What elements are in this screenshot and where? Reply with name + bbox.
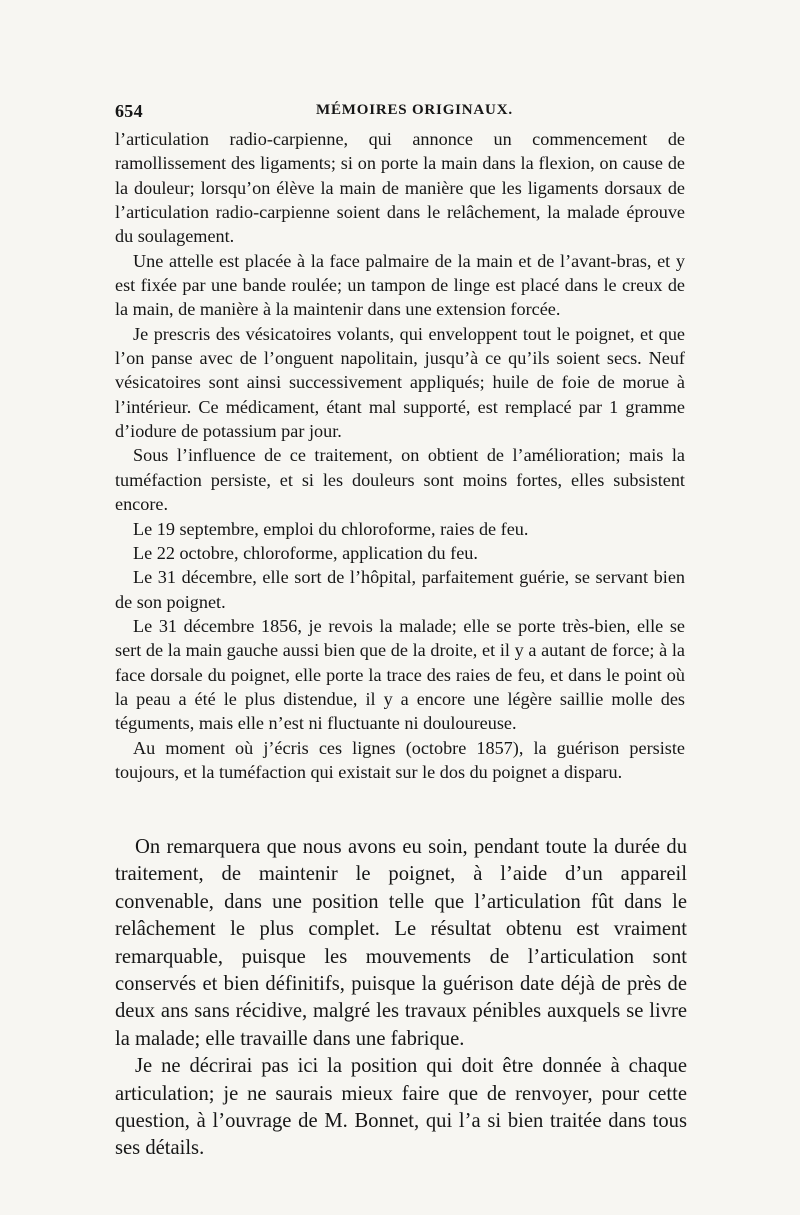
case-paragraph-7: Le 31 décembre, elle sort de l’hôpital, parfaitement guérie, se servant bien de son poignet. xyxy=(115,567,685,612)
page-header xyxy=(115,101,685,127)
commentary-text xyxy=(115,834,687,1163)
case-paragraph-3: Je prescris des vésicatoires volants, qui enveloppent tout le poignet, et que l’on panse avec de l’onguent napolitain, jusqu’à ce qu’ils soient secs. Neuf vésicatoires sont ainsi successivement appliqués; huile de foie de morue à l’intérieur. Ce médicament, étant mal supporté, est remplacé par 1 gramme d’iodure de potassium par jour. xyxy=(115,323,685,442)
commentary-paragraph-2: Je ne décrirai pas ici la position qui doit être donnée à chaque articulation; je ne saurais mieux faire que de renvoyer, pour cette question, à l’ouvrage de M. Bonnet, qui l’a si bien traitée dans tous ses détails. xyxy=(115,1055,687,1160)
case-report-text xyxy=(115,127,685,784)
case-paragraph-9: Au moment où j’écris ces lignes (octobre 1857), la guérison persiste toujours, et la tuméfaction qui existait sur le dos du poignet a disparu. xyxy=(115,737,685,782)
case-paragraph-2: Une attelle est placée à la face palmaire de la main et de l’avant-bras, et y est fixée par une bande roulée; un tampon de linge est placé dans le creux de la main, de manière à la maintenir dans une extension forcée. xyxy=(115,250,685,320)
page-number: 654 xyxy=(115,101,143,121)
case-paragraph-5: Le 19 septembre, emploi du chloroforme, raies de feu. xyxy=(133,518,529,539)
running-title: MÉMOIRES ORIGINAUX. xyxy=(316,102,513,118)
case-paragraph-6: Le 22 octobre, chloroforme, application du feu. xyxy=(133,542,478,563)
case-paragraph-8: Le 31 décembre 1856, je revois la malade; elle se porte très-bien, elle se sert de la main gauche aussi bien que de la droite, et il y a autant de force; à la face dorsale du poignet, elle porte la trace des raies de feu, et dans le point où la peau a été le plus distendue, il y a encore une légère saillie molle des téguments, mais elle n’est ni fluctuante ni douloureuse. xyxy=(115,615,685,734)
commentary-paragraph-1: On remarquera que nous avons eu soin, pendant toute la durée du traitement, de maintenir le poignet, à l’aide d’un appareil convenable, dans une position telle que l’articulation fût dans le relâchement le plus complet. Le résultat obtenu est vraiment remarquable, puisque les mouvements de l’articulation sont conservés et bien définitifs, puisque la guérison date déjà de près de deux ans sans récidive, malgré les travaux pénibles auxquels se livre la malade; elle travaille dans une fabrique. xyxy=(115,836,687,1050)
case-paragraph-1: l’articulation radio-carpienne, qui annonce un commencement de ramollissement des ligaments; si on porte la main dans la flexion, on cause de la douleur; lorsqu’on élève la main de manière que les ligaments dorsaux de l’articulation radio-carpienne soient dans le relâchement, la malade éprouve du soulagement. xyxy=(115,129,685,247)
case-paragraph-4: Sous l’influence de ce traitement, on obtient de l’amélioration; mais la tuméfaction persiste, et si les douleurs sont moins fortes, elles subsistent encore. xyxy=(115,445,685,515)
